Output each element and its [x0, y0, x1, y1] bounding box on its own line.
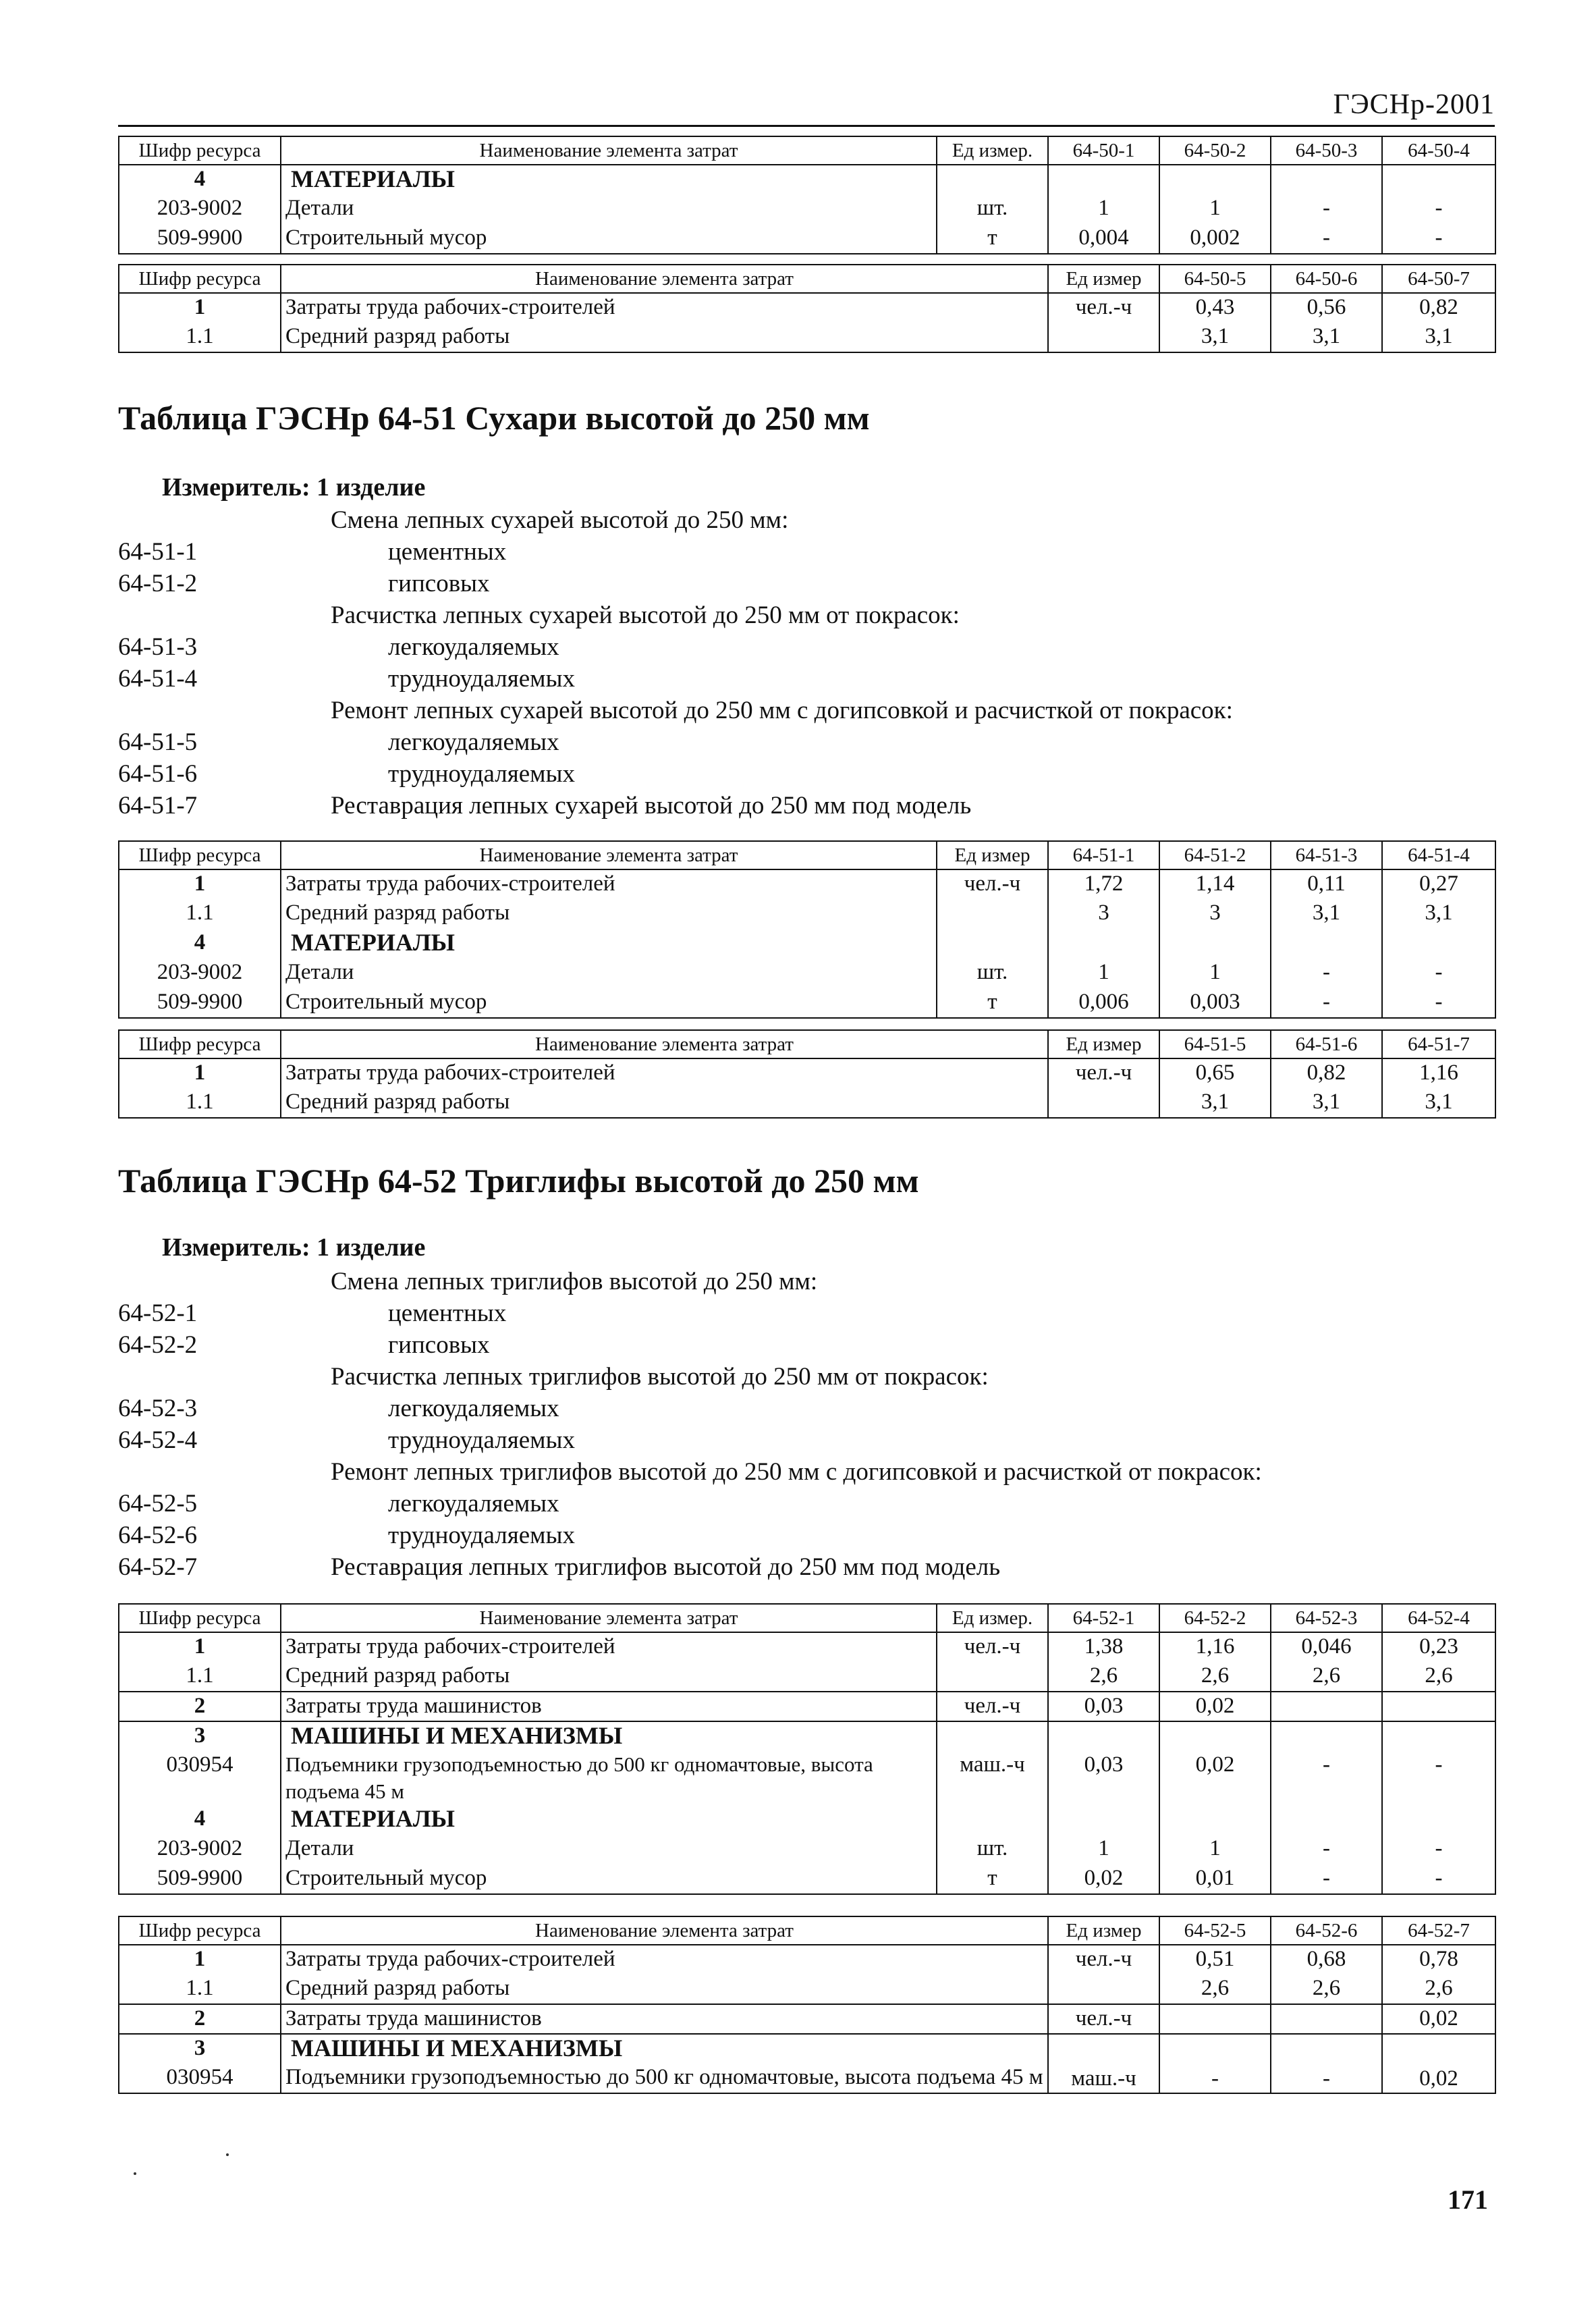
col-header: Наименование элемента затрат — [281, 136, 937, 165]
col-header: Шифр ресурса — [119, 136, 281, 165]
resource-code: 1 — [119, 869, 281, 899]
value-cell — [1271, 2004, 1382, 2034]
element-name: Затраты труда рабочих-строителей — [281, 1632, 937, 1662]
list-item: 64-52-7 Реставрация лепных триглифов высотой до 250 мм под модель — [118, 1553, 1001, 1581]
table-title-64-51: Таблица ГЭСНр 64-51 Сухари высотой до 250 мм — [118, 399, 870, 437]
value-cell: 2,6 — [1159, 1974, 1271, 2004]
list-item: 64-51-7 Реставрация лепных сухарей высотой до 250 мм под модель — [118, 792, 972, 819]
col-header: 64-52-6 — [1271, 1916, 1382, 1945]
element-name: Строительный мусор — [281, 1864, 937, 1894]
col-header: Ед измер — [1048, 1916, 1159, 1945]
element-name: Средний разряд работы — [281, 1088, 1048, 1118]
value-cell: 3,1 — [1382, 1088, 1495, 1118]
col-header: 64-51-7 — [1382, 1030, 1495, 1058]
resource-code: 509-9900 — [119, 1864, 281, 1894]
table-row — [119, 1662, 1495, 1692]
resource-code: 1 — [119, 293, 281, 323]
list-item: Расчистка лепных триглифов высотой до 250 мм от покрасок: — [331, 1363, 989, 1391]
value-cell: 0,046 — [1271, 1632, 1382, 1662]
col-header: Наименование элемента затрат — [281, 1030, 1048, 1058]
element-name: Затраты труда рабочих-строителей — [281, 869, 937, 899]
list-item: 64-52-6 трудноудаляемых — [118, 1522, 575, 1549]
value-cell: - — [1271, 959, 1382, 988]
col-header: 64-50-7 — [1382, 265, 1495, 293]
table-title-64-52: Таблица ГЭСНр 64-52 Триглифы высотой до 250 мм — [118, 1162, 919, 1200]
list-item: 64-51-1 цементных — [118, 538, 507, 566]
value-cell: 0,23 — [1382, 1632, 1495, 1662]
list-item: 64-51-5 легкоудаляемых — [118, 728, 559, 756]
value-cell: 0,82 — [1382, 293, 1495, 323]
table-row — [119, 1835, 1495, 1864]
value-cell: 1 — [1159, 1835, 1271, 1864]
unit — [1048, 1974, 1159, 2004]
col-header: 64-52-1 — [1048, 1604, 1159, 1632]
resource-code: 203-9002 — [119, 1835, 281, 1864]
col-header: 64-51-2 — [1159, 841, 1271, 869]
list-item: Ремонт лепных триглифов высотой до 250 мм с догипсовкой и расчисткой от покрасок: — [331, 1458, 1262, 1486]
measure-unit: Измеритель: 1 изделие — [162, 473, 426, 502]
element-name: Средний разряд работы — [281, 899, 937, 929]
unit: чел.-ч — [1048, 1945, 1159, 1974]
value-cell: 0,68 — [1271, 1945, 1382, 1974]
resource-table-64-50-a — [118, 136, 1496, 254]
unit — [937, 1662, 1048, 1692]
col-header: Ед измер — [937, 841, 1048, 869]
section-heading: МАТЕРИАЛЫ — [281, 165, 937, 194]
unit: чел.-ч — [937, 1692, 1048, 1721]
col-header: Наименование элемента затрат — [281, 265, 1048, 293]
work-items-list-64-52 — [118, 1266, 1495, 1583]
resource-table-64-52-b — [118, 1916, 1496, 2094]
value-cell: 3,1 — [1159, 1088, 1271, 1118]
value-cell: - — [1382, 959, 1495, 988]
resource-code: 1 — [119, 1632, 281, 1662]
resource-code: 4 — [119, 1805, 281, 1835]
col-header: Ед измер — [1048, 1030, 1159, 1058]
element-name: Средний разряд работы — [281, 1662, 937, 1692]
resource-code: 030954 — [119, 2064, 281, 2093]
table-row — [119, 293, 1495, 323]
col-header: 64-50-3 — [1271, 136, 1382, 165]
col-header: 64-50-2 — [1159, 136, 1271, 165]
list-item: Расчистка лепных сухарей высотой до 250 мм от покрасок: — [331, 601, 960, 629]
unit: чел.-ч — [1048, 2004, 1159, 2034]
resource-code: 4 — [119, 165, 281, 194]
page-number: 171 — [1448, 2184, 1488, 2215]
table-row — [119, 1805, 1495, 1835]
element-name: Строительный мусор — [281, 224, 937, 254]
unit: чел.-ч — [1048, 1058, 1159, 1088]
table-header-row — [119, 1030, 1495, 1058]
table-row — [119, 224, 1495, 254]
value-cell: - — [1271, 1835, 1382, 1864]
value-cell: - — [1382, 224, 1495, 254]
section-heading: МАШИНЫ И МЕХАНИЗМЫ — [281, 1721, 937, 1751]
element-name: Затраты труда рабочих-строителей — [281, 293, 1048, 323]
resource-code: 203-9002 — [119, 194, 281, 224]
table-row — [119, 1632, 1495, 1662]
value-cell: 3 — [1048, 899, 1159, 929]
resource-code: 1 — [119, 1058, 281, 1088]
col-header: 64-52-2 — [1159, 1604, 1271, 1632]
work-items-list-64-51 — [118, 504, 1495, 822]
col-header: 64-51-6 — [1271, 1030, 1382, 1058]
value-cell: 0,02 — [1159, 1692, 1271, 1721]
value-cell: 1,38 — [1048, 1632, 1159, 1662]
value-cell: 2,6 — [1271, 1974, 1382, 2004]
value-cell: - — [1382, 194, 1495, 224]
value-cell: 0,82 — [1271, 1058, 1382, 1088]
list-item: 64-52-5 легкоудаляемых — [118, 1490, 559, 1517]
list-item: Смена лепных сухарей высотой до 250 мм: — [331, 506, 789, 534]
col-header: 64-50-6 — [1271, 265, 1382, 293]
measure-unit: Измеритель: 1 изделие — [162, 1233, 426, 1262]
value-cell: - — [1159, 2064, 1271, 2093]
table-row — [119, 2004, 1495, 2034]
resource-code: 3 — [119, 1721, 281, 1751]
list-item: 64-51-6 трудноудаляемых — [118, 760, 575, 788]
col-header: 64-50-5 — [1159, 265, 1271, 293]
unit: т — [937, 224, 1048, 254]
list-item: 64-51-3 легкоудаляемых — [118, 633, 559, 661]
section-heading: МАШИНЫ И МЕХАНИЗМЫ — [281, 2034, 1048, 2064]
col-header: 64-52-5 — [1159, 1916, 1271, 1945]
table-row — [119, 959, 1495, 988]
value-cell: 0,03 — [1048, 1692, 1159, 1721]
element-name: Детали — [281, 194, 937, 224]
value-cell: - — [1271, 1864, 1382, 1894]
table-row — [119, 194, 1495, 224]
list-item: 64-51-2 гипсовых — [118, 570, 490, 597]
value-cell: - — [1271, 988, 1382, 1018]
table-row — [119, 1692, 1495, 1721]
value-cell: 2,6 — [1382, 1974, 1495, 2004]
resource-code: 2 — [119, 2004, 281, 2034]
value-cell: 0,78 — [1382, 1945, 1495, 1974]
value-cell: 0,02 — [1048, 1864, 1159, 1894]
resource-code: 509-9900 — [119, 988, 281, 1018]
col-header: 64-52-3 — [1271, 1604, 1382, 1632]
value-cell: 0,56 — [1271, 293, 1382, 323]
element-name: Затраты труда рабочих-строителей — [281, 1945, 1048, 1974]
value-cell: 0,01 — [1159, 1864, 1271, 1894]
resource-table-64-50-b — [118, 264, 1496, 353]
value-cell: 3,1 — [1382, 899, 1495, 929]
col-header: Шифр ресурса — [119, 1030, 281, 1058]
resource-code: 3 — [119, 2034, 281, 2064]
table-row — [119, 869, 1495, 899]
value-cell: 0,51 — [1159, 1945, 1271, 1974]
value-cell: 0,003 — [1159, 988, 1271, 1018]
table-row — [119, 323, 1495, 352]
value-cell: 3,1 — [1159, 323, 1271, 352]
element-name: Подъемники грузоподъемностью до 500 кг одномачтовые, высота подъема 45 м — [281, 2064, 1048, 2093]
col-header: 64-52-7 — [1382, 1916, 1495, 1945]
table-row — [119, 1974, 1495, 2004]
document-code: ГЭСНр-2001 — [1333, 89, 1495, 120]
element-name: Подъемники грузоподъемностью до 500 кг одномачтовые, высота подъема 45 м — [281, 1751, 937, 1805]
resource-code: 203-9002 — [119, 959, 281, 988]
value-cell: 0,11 — [1271, 869, 1382, 899]
col-header: Шифр ресурса — [119, 841, 281, 869]
col-header: Шифр ресурса — [119, 1916, 281, 1945]
value-cell: 3 — [1159, 899, 1271, 929]
value-cell: 3,1 — [1271, 899, 1382, 929]
value-cell: 0,02 — [1382, 2064, 1495, 2093]
col-header: Наименование элемента затрат — [281, 1604, 937, 1632]
list-item: 64-51-4 трудноудаляемых — [118, 665, 575, 693]
value-cell: 0,65 — [1159, 1058, 1271, 1088]
value-cell: - — [1271, 2064, 1382, 2093]
value-cell: 1,16 — [1159, 1632, 1271, 1662]
table-row — [119, 2034, 1495, 2064]
element-name: Затраты труда машинистов — [281, 2004, 1048, 2034]
running-header — [118, 84, 1495, 127]
resource-table-64-51-b — [118, 1029, 1496, 1119]
value-cell: 3,1 — [1382, 323, 1495, 352]
value-cell: 2,6 — [1382, 1662, 1495, 1692]
unit: чел.-ч — [937, 1632, 1048, 1662]
value-cell — [1382, 1692, 1495, 1721]
unit: чел.-ч — [937, 869, 1048, 899]
unit: шт. — [937, 1835, 1048, 1864]
value-cell: 0,03 — [1048, 1751, 1159, 1805]
resource-code: 2 — [119, 1692, 281, 1721]
table-header-row — [119, 136, 1495, 165]
col-header: 64-52-4 — [1382, 1604, 1495, 1632]
col-header: 64-50-1 — [1048, 136, 1159, 165]
unit: т — [937, 988, 1048, 1018]
resource-code: 1.1 — [119, 1662, 281, 1692]
col-header: 64-50-4 — [1382, 136, 1495, 165]
value-cell: 0,02 — [1382, 2004, 1495, 2034]
table-header-row — [119, 1604, 1495, 1632]
element-name: Строительный мусор — [281, 988, 937, 1018]
resource-code: 1.1 — [119, 1974, 281, 2004]
col-header: 64-51-1 — [1048, 841, 1159, 869]
col-header: 64-51-3 — [1271, 841, 1382, 869]
resource-code: 1.1 — [119, 899, 281, 929]
value-cell: - — [1382, 988, 1495, 1018]
unit — [937, 899, 1048, 929]
value-cell: 0,43 — [1159, 293, 1271, 323]
col-header: 64-51-5 — [1159, 1030, 1271, 1058]
col-header: Наименование элемента затрат — [281, 1916, 1048, 1945]
value-cell: 1,16 — [1382, 1058, 1495, 1088]
list-item: 64-52-2 гипсовых — [118, 1331, 490, 1359]
table-row — [119, 929, 1495, 959]
value-cell: 1 — [1048, 1835, 1159, 1864]
table-row — [119, 1721, 1495, 1751]
value-cell: 0,02 — [1159, 1751, 1271, 1805]
value-cell — [1271, 1692, 1382, 1721]
resource-table-64-52-a — [118, 1603, 1496, 1895]
value-cell: 2,6 — [1048, 1662, 1159, 1692]
resource-code: 1.1 — [119, 1088, 281, 1118]
value-cell: 0,004 — [1048, 224, 1159, 254]
resource-table-64-51-a — [118, 840, 1496, 1019]
section-heading: МАТЕРИАЛЫ — [281, 1805, 937, 1835]
resource-code: 509-9900 — [119, 224, 281, 254]
table-row — [119, 165, 1495, 194]
list-item: 64-52-1 цементных — [118, 1299, 507, 1327]
unit: шт. — [937, 194, 1048, 224]
table-row — [119, 1864, 1495, 1894]
value-cell: 3,1 — [1271, 323, 1382, 352]
value-cell: - — [1382, 1864, 1495, 1894]
value-cell: 2,6 — [1271, 1662, 1382, 1692]
element-name: Детали — [281, 959, 937, 988]
table-row — [119, 1058, 1495, 1088]
value-cell: 2,6 — [1159, 1662, 1271, 1692]
value-cell: 0,002 — [1159, 224, 1271, 254]
value-cell: 1,72 — [1048, 869, 1159, 899]
value-cell: 1 — [1048, 959, 1159, 988]
value-cell: - — [1382, 1751, 1495, 1805]
unit — [1048, 1088, 1159, 1118]
element-name: Средний разряд работы — [281, 1974, 1048, 2004]
list-item: Ремонт лепных сухарей высотой до 250 мм с догипсовкой и расчисткой от покрасок: — [331, 697, 1233, 724]
value-cell: - — [1271, 194, 1382, 224]
resource-code: 4 — [119, 929, 281, 959]
value-cell: - — [1271, 224, 1382, 254]
resource-code: 030954 — [119, 1751, 281, 1805]
unit — [1048, 323, 1159, 352]
table-header-row — [119, 265, 1495, 293]
value-cell: 1,14 — [1159, 869, 1271, 899]
value-cell: - — [1271, 1751, 1382, 1805]
table-header-row — [119, 1916, 1495, 1945]
value-cell: 1 — [1159, 194, 1271, 224]
value-cell: 1 — [1159, 959, 1271, 988]
table-row — [119, 1751, 1495, 1805]
table-row — [119, 899, 1495, 929]
unit: т — [937, 1864, 1048, 1894]
table-row — [119, 988, 1495, 1018]
scan-speck — [134, 2172, 136, 2175]
col-header: 64-51-4 — [1382, 841, 1495, 869]
list-item: Смена лепных триглифов высотой до 250 мм: — [331, 1268, 818, 1295]
element-name: Средний разряд работы — [281, 323, 1048, 352]
unit: чел.-ч — [1048, 293, 1159, 323]
value-cell: 0,27 — [1382, 869, 1495, 899]
resource-code: 1 — [119, 1945, 281, 1974]
col-header: Шифр ресурса — [119, 1604, 281, 1632]
col-header: Ед измер. — [937, 136, 1048, 165]
value-cell: 1 — [1048, 194, 1159, 224]
element-name: Затраты труда рабочих-строителей — [281, 1058, 1048, 1088]
col-header: Ед измер — [1048, 265, 1159, 293]
unit: маш.-ч — [1048, 2064, 1159, 2093]
element-name: Затраты труда машинистов — [281, 1692, 937, 1721]
value-cell: - — [1382, 1835, 1495, 1864]
unit: маш.-ч — [937, 1751, 1048, 1805]
value-cell: 0,006 — [1048, 988, 1159, 1018]
col-header: Шифр ресурса — [119, 265, 281, 293]
table-header-row — [119, 841, 1495, 869]
table-row — [119, 2064, 1495, 2093]
unit: шт. — [937, 959, 1048, 988]
list-item: 64-52-4 трудноудаляемых — [118, 1426, 575, 1454]
col-header: Ед измер. — [937, 1604, 1048, 1632]
element-name: Детали — [281, 1835, 937, 1864]
section-heading: МАТЕРИАЛЫ — [281, 929, 937, 959]
list-item: 64-52-3 легкоудаляемых — [118, 1395, 559, 1422]
value-cell: 3,1 — [1271, 1088, 1382, 1118]
table-row — [119, 1088, 1495, 1118]
col-header: Наименование элемента затрат — [281, 841, 937, 869]
scan-speck — [226, 2153, 229, 2156]
table-row — [119, 1945, 1495, 1974]
value-cell — [1159, 2004, 1271, 2034]
resource-code: 1.1 — [119, 323, 281, 352]
